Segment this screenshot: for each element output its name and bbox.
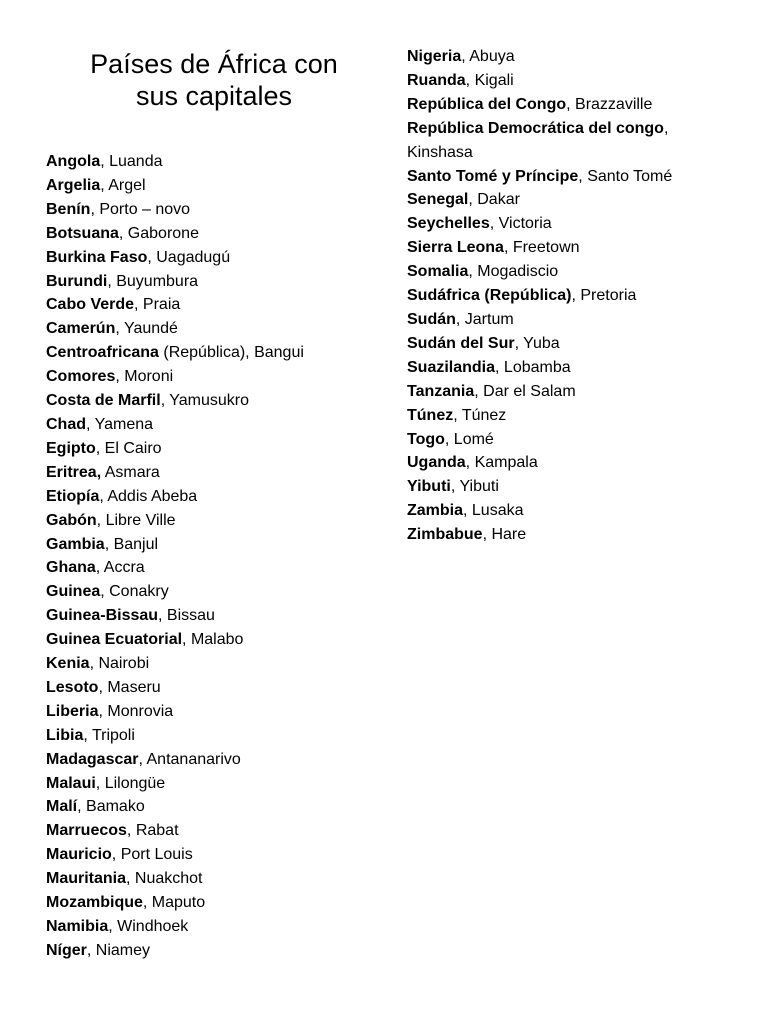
list-item [407,308,737,332]
country-name: Gambia [46,535,105,553]
list-item [46,437,386,461]
list-item [46,461,386,485]
country-name: Malaui [46,774,96,792]
capital-name: , Moroni [115,368,174,386]
country-name: Lesoto [46,678,99,696]
list-item [46,317,386,341]
list-item [46,915,386,939]
country-name: Túnez [407,406,454,424]
list-item [46,174,386,198]
list-item [407,236,737,260]
capital-name: , Malabo [182,631,244,649]
list-item [407,499,737,523]
capital-name: , Libre Ville [96,511,176,529]
capital-name: , Nuakchot [126,870,203,888]
list-item [46,580,386,604]
list-item [407,380,737,404]
country-name: Sudán del Sur [407,334,515,352]
list-item [407,45,737,69]
country-name: Burundi [46,272,108,290]
list-item [46,509,386,533]
list-item [46,939,386,963]
title-line-2: sus capitales [135,81,293,111]
country-name: República Democrática del congo [407,119,664,137]
country-name: Marruecos [46,822,127,840]
capital-name: , Bamako [77,798,145,816]
country-name: Mauritania [46,870,127,888]
list-item [46,150,386,174]
country-name: Costa de Marfil [46,392,161,410]
country-name: Togo [407,430,445,448]
right-column-list [407,45,737,547]
list-item [407,165,737,189]
capital-name: , Uagadugú [147,248,231,266]
country-name: Argelia [46,176,101,194]
country-name: Níger [46,941,87,959]
list-item [46,246,386,270]
country-name: Ruanda [407,71,466,89]
country-name: República del Congo [407,95,567,113]
country-name: Benín [46,200,91,218]
country-name: Madagascar [46,750,139,768]
capital-name: , Banjul [104,535,159,553]
capital-name: , Abuya [461,48,515,65]
capital-name: , Mogadiscio [468,263,559,281]
country-name: Gabón [46,511,97,529]
list-item [46,628,386,652]
capital-name: , Tripoli [83,726,135,744]
list-item [407,188,737,212]
list-item [407,356,737,380]
capital-name: , Port Louis [111,846,193,864]
capital-name: , Windhoek [108,918,189,935]
country-name: Botsuana [46,224,119,242]
country-name: Eritrea, [46,463,102,481]
capital-name: , Rabat [126,822,179,840]
list-item [46,198,386,222]
capital-name: , Yuba [514,334,560,352]
country-name: Liberia [46,702,99,720]
country-name: Santo Tomé y Príncipe [407,167,579,185]
country-name: Angola [46,153,101,170]
capital-name: , Victoria [489,215,552,233]
country-name: Malí [46,798,78,816]
capital-name: , Dar el Salam [474,382,576,400]
list-item [46,556,386,580]
country-name: Kenia [46,655,90,673]
country-name: Etiopía [46,487,100,505]
capital-name: , Lomé [444,430,494,448]
capital-name: , Nairobi [89,655,150,673]
list-item [46,676,386,700]
country-name: Chad [46,415,86,433]
list-item [46,748,386,772]
country-name: Mauricio [46,846,112,864]
country-name: Sierra Leona [407,239,504,257]
capital-name: , El Cairo [95,439,162,457]
country-name: Namibia [46,918,109,935]
list-item [407,93,737,117]
capital-name: , Yamusukro [160,392,250,410]
capital-name: , Antananarivo [138,750,241,768]
capital-name: , Kigali [465,71,514,89]
list-item [46,843,386,867]
capital-name: , Lusaka [463,502,524,520]
list-item [46,365,386,389]
capital-name: Asmara [101,463,160,481]
capital-name: , Gaborone [118,224,199,242]
capital-name: , Addis Abeba [99,487,198,505]
capital-name: , Praia [134,296,181,314]
list-item [46,867,386,891]
country-name: Sudán [407,310,456,328]
capital-name: , Pretoria [571,287,637,305]
capital-name: (República), Bangui [158,344,304,362]
list-item [46,604,386,628]
list-item [407,404,737,428]
country-name: Guinea [46,583,101,601]
list-item [407,428,737,452]
country-name: Guinea-Bissau [46,607,159,625]
capital-name: , Santo Tomé [578,167,673,185]
capital-name: , Lilongüe [95,774,166,792]
capital-name: , Argel [100,176,146,194]
list-item [407,332,737,356]
capital-name: , Yaundé [115,320,178,338]
capital-name: , Lobamba [495,358,571,376]
country-name: Burkina Faso [46,248,148,266]
list-item [46,533,386,557]
capital-name: , Freetown [503,239,580,257]
country-name: Zambia [407,502,464,520]
list-item [46,293,386,317]
country-name: Nigeria [407,48,462,65]
country-name: Mozambique [46,894,143,912]
list-item [46,795,386,819]
country-name: Tanzania [407,382,475,400]
list-item [407,451,737,475]
capital-name: , Luanda [100,153,163,170]
list-item [407,475,737,499]
country-name: Libia [46,726,84,744]
left-column-list [46,150,386,963]
country-name: Seychelles [407,215,490,233]
country-name: Zimbabue [407,526,483,544]
country-name: Camerún [46,320,116,338]
country-name: Uganda [407,454,466,472]
capital-name: , Niamey [86,941,151,959]
title-line-1: Países de África con [90,49,338,79]
capital-name: , Jartum [455,310,514,328]
list-item [407,69,737,93]
list-item [46,389,386,413]
page-title [46,48,382,112]
list-item [46,413,386,437]
list-item [407,260,737,284]
country-name: Sudáfrica (República) [407,287,572,305]
capital-name: , Brazzaville [566,95,653,113]
country-name: Suazilandia [407,358,496,376]
country-name: Ghana [46,559,96,577]
capital-name: , Dakar [468,191,520,209]
capital-name: , Monrovia [98,702,174,720]
capital-name: , Kinshasa [407,119,669,161]
list-item [407,284,737,308]
list-item [46,891,386,915]
country-name: Somalia [407,263,469,281]
list-item [407,117,737,165]
list-item [46,270,386,294]
list-item [46,485,386,509]
capital-name: , Porto – novo [90,200,191,218]
capital-name: , Buyumbura [107,272,199,290]
capital-name: , Conakry [100,583,169,601]
country-name: Comores [46,368,116,386]
capital-name: , Hare [482,526,527,544]
list-item [46,772,386,796]
list-item [46,222,386,246]
country-name: Cabo Verde [46,296,135,314]
capital-name: , Accra [95,559,145,577]
capital-name: , Túnez [453,406,507,424]
capital-name: , Yamena [86,415,154,433]
capital-name: , Bissau [158,607,215,625]
list-item [407,212,737,236]
capital-name: , Maseru [98,678,161,696]
list-item [407,523,737,547]
list-item [46,652,386,676]
list-item [46,341,386,365]
country-name: Senegal [407,191,469,209]
country-name: Centroafricana [46,344,159,362]
list-item [46,819,386,843]
list-item [46,724,386,748]
country-name: Egipto [46,439,96,457]
list-item [46,700,386,724]
capital-name: , Maputo [142,894,206,912]
country-name: Guinea Ecuatorial [46,631,183,649]
country-name: Yibuti [407,478,451,496]
capital-name: , Yibuti [450,478,499,496]
capital-name: , Kampala [465,454,538,472]
